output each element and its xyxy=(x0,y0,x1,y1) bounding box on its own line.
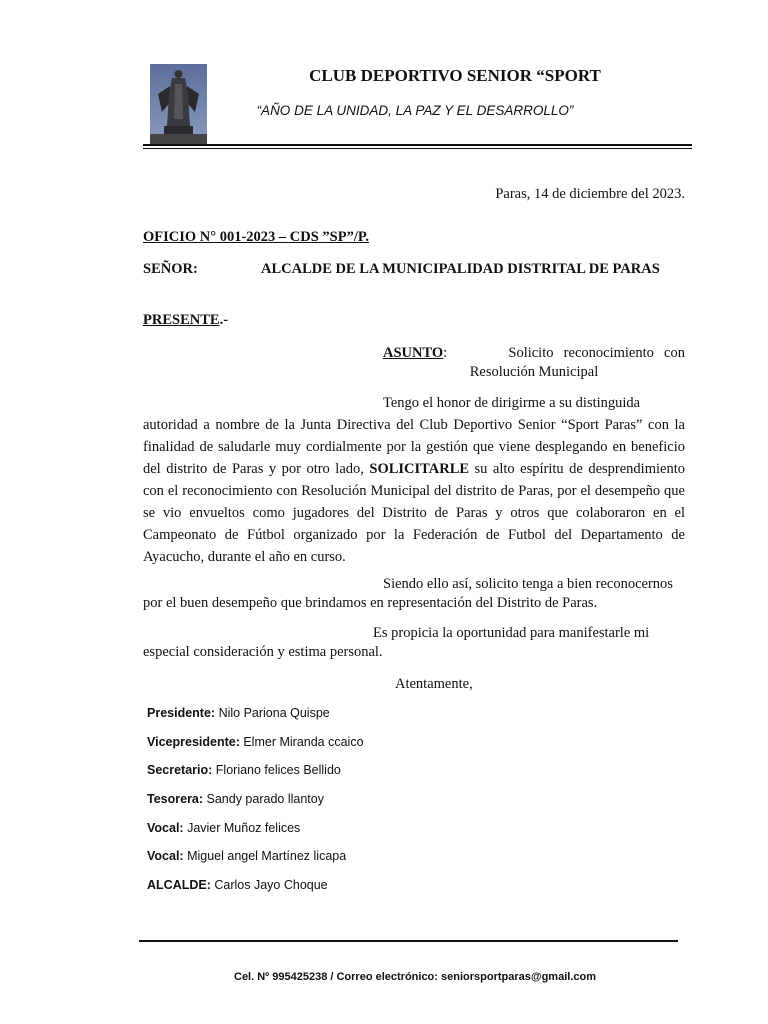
signatory-role: Secretario: xyxy=(147,763,213,777)
presente-heading xyxy=(143,312,228,329)
presente-suffix: .- xyxy=(219,312,229,328)
p2-first-line: Siendo ello así, solicito tenga a bien reconocernos xyxy=(383,576,673,592)
club-title: CLUB DEPORTIVO SENIOR “SPORT xyxy=(309,66,601,85)
header-divider-thick xyxy=(143,144,692,146)
subject-block xyxy=(383,344,685,382)
presente-word: PRESENTE xyxy=(143,312,220,328)
p2-rest: por el buen desempeño que brindamos en representación del Distrito de Paras. xyxy=(143,595,598,611)
signatory-role: Presidente: xyxy=(147,706,216,720)
recipient-name: ALCALDE DE LA MUNICIPALIDAD DISTRITAL DE PARAS xyxy=(261,261,660,277)
signatory-name: Floriano felices Bellido xyxy=(212,763,341,777)
subject-colon: : xyxy=(443,345,448,361)
p1-text-b: su alto espíritu de desprendimiento con el reconocimiento con Resolución Municipal del distrito de Paras, por el desempeño que se vio envueltos como jugadores del Distrito de Paras y otros que colaboraron en el Campeonato de Fútbol organizado por la Federación de Futbol del Departamento de Ayacucho, durante el año en curso. xyxy=(143,461,685,565)
signatory-name: Nilo Pariona Quispe xyxy=(215,706,330,720)
subject-line-1: Solicito reconocimiento con xyxy=(508,345,685,361)
p1-bold: SOLICITARLE xyxy=(369,461,470,477)
signatory-secretary xyxy=(147,763,341,777)
body-paragraph-2 xyxy=(143,575,685,613)
body-paragraph-1 xyxy=(143,392,685,568)
signatory-name: Elmer Miranda ccaico xyxy=(239,735,364,749)
signatory-vice-president xyxy=(147,735,364,749)
signatory-role: ALCALDE: xyxy=(147,878,211,892)
signatory-vocal-2 xyxy=(147,849,346,863)
letter-date: Paras, 14 de diciembre del 2023. xyxy=(495,186,685,202)
signatory-treasurer xyxy=(147,792,324,806)
signatory-name: Sandy parado llantoy xyxy=(203,792,324,806)
signatory-vocal-1 xyxy=(147,821,300,835)
subject-label: ASUNTO xyxy=(383,345,444,361)
p3-rest: especial consideración y estima personal. xyxy=(143,644,383,660)
signatory-role: Vocal: xyxy=(147,821,184,835)
p1-text-a: autoridad a nombre de la Junta Directiva del Club Deportivo Senior “Sport Paras” con la finalidad de saludarle muy cordialmente por la gestión que viene desplegando en beneficio del distrito de Paras y por otro lado, xyxy=(143,417,685,477)
signatory-name: Miguel angel Martínez licapa xyxy=(183,849,347,863)
body-paragraph-3 xyxy=(143,624,685,662)
header-divider-thin xyxy=(143,148,692,149)
signatory-role: Vocal: xyxy=(147,849,184,863)
closing-salutation: Atentamente, xyxy=(395,676,473,692)
signatory-name: Javier Muñoz felices xyxy=(183,821,301,835)
year-motto: “AÑO DE LA UNIDAD, LA PAZ Y EL DESARROLLO” xyxy=(256,103,574,118)
p3-first-line: Es propicia la oportunidad para manifestarle mi xyxy=(373,625,650,641)
club-logo-statue-photo xyxy=(150,64,207,144)
signatory-name: Carlos Jayo Choque xyxy=(210,878,328,892)
footer-divider xyxy=(139,940,678,942)
p1-first-line: Tengo el honor de dirigirme a su distinguida xyxy=(383,395,641,411)
signatory-role: Tesorera: xyxy=(147,792,204,806)
footer-contact: Cel. Nº 995425238 / Correo electrónico: seniorsportparas@gmail.com xyxy=(234,971,596,983)
signatory-mayor xyxy=(147,878,328,892)
oficio-number: OFICIO N° 001-2023 – CDS ”SP”/P. xyxy=(143,229,370,245)
signatory-president xyxy=(147,706,330,720)
subject-line-2: Resolución Municipal xyxy=(469,364,599,380)
signatory-role: Vicepresidente: xyxy=(147,735,240,749)
recipient-label: SEÑOR: xyxy=(143,261,198,277)
